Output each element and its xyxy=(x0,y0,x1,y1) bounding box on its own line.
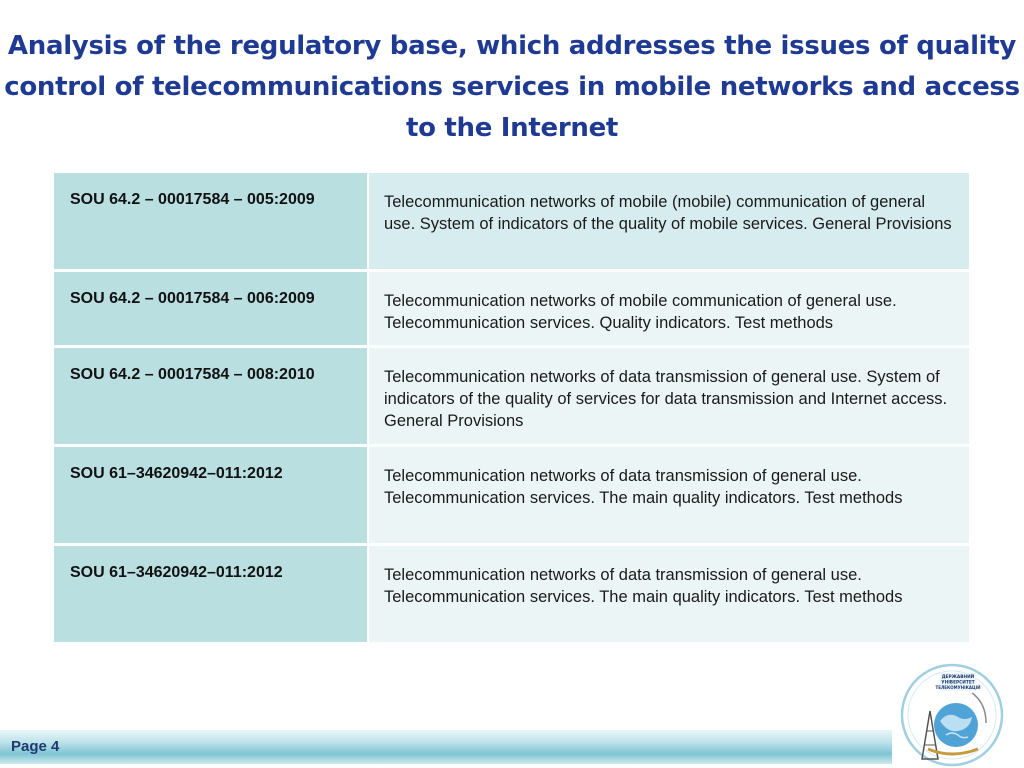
standard-description: Telecommunication networks of data transmission of general use. Telecommunication services. The main quality indicators. Test methods xyxy=(369,447,969,543)
standard-code: SOU 61–34620942–011:2012 xyxy=(54,546,369,642)
logo-text-line-2: УНІВЕРСИТЕТ xyxy=(941,680,975,686)
standard-description: Telecommunication networks of mobile communication of general use. Telecommunication services. Quality indicators. Test methods xyxy=(369,272,969,345)
footer-bar xyxy=(0,730,892,764)
standard-description: Telecommunication networks of data transmission of general use. Telecommunication services. The main quality indicators. Test methods xyxy=(369,546,969,642)
table-row xyxy=(54,173,969,272)
table-row xyxy=(54,272,969,348)
university-logo-icon xyxy=(900,663,1004,767)
standard-description: Telecommunication networks of mobile (mobile) communication of general use. System of indicators of the quality of mobile services. General Provisions xyxy=(369,173,969,269)
slide-title xyxy=(0,26,1024,149)
logo-text-line-1: ДЕРЖАВНИЙ xyxy=(941,675,975,680)
title-line-3: to the Internet xyxy=(405,113,619,143)
table-row xyxy=(54,348,969,447)
table-row xyxy=(54,546,969,642)
table-row xyxy=(54,447,969,546)
page-number: Page 4 xyxy=(11,738,60,755)
standard-code: SOU 64.2 – 00017584 – 006:2009 xyxy=(54,272,369,345)
standard-code: SOU 64.2 – 00017584 – 008:2010 xyxy=(54,348,369,444)
title-line-1: Analysis of the regulatory base, which addresses the issues of quality xyxy=(7,31,1017,61)
standard-code: SOU 64.2 – 00017584 – 005:2009 xyxy=(54,173,369,269)
title-line-2: control of telecommunications services in mobile networks and access xyxy=(4,72,1020,102)
standard-description: Telecommunication networks of data transmission of general use. System of indicators of the quality of services for data transmission and Internet access. General Provisions xyxy=(369,348,969,444)
standard-code: SOU 61–34620942–011:2012 xyxy=(54,447,369,543)
standards-table xyxy=(54,173,969,642)
logo-text-line-3: ТЕЛЕКОМУНІКАЦІЙ xyxy=(935,685,981,690)
